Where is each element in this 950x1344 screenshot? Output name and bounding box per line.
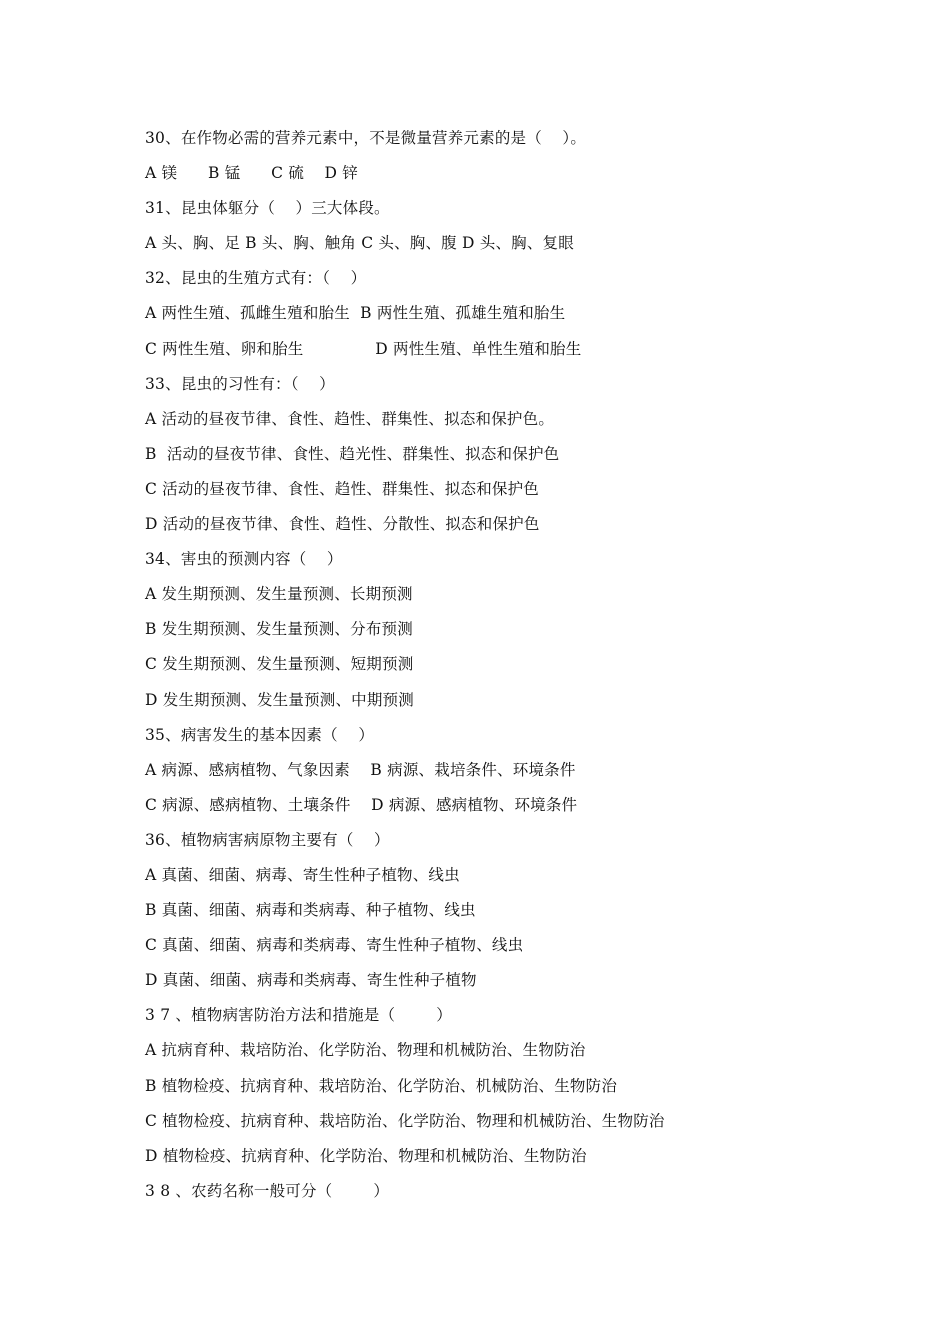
text-line: 35、病害发生的基本因素（ ） (145, 725, 375, 744)
text-line: C 活动的昼夜节律、食性、趋性、群集性、拟态和保护色 (145, 479, 539, 498)
text-line: C 真菌、细菌、病毒和类病毒、寄生性种子植物、线虫 (145, 936, 524, 955)
text-line: B 发生期预测、发生量预测、分布预测 (145, 620, 413, 639)
text-line: 31、昆虫体躯分（ ）三大体段。 (145, 199, 390, 218)
text-line: D 活动的昼夜节律、食性、趋性、分散性、拟态和保护色 (145, 515, 540, 534)
text-line: C 两性生殖、卵和胎生 D 两性生殖、单性生殖和胎生 (145, 339, 582, 358)
text-line: D 发生期预测、发生量预测、中期预测 (145, 690, 414, 709)
question-list (145, 124, 845, 1212)
text-line: C 发生期预测、发生量预测、短期预测 (145, 655, 414, 674)
text-line: 36、植物病害病原物主要有（ ） (145, 830, 390, 849)
text-line: D 植物检疫、抗病育种、化学防治、物理和机械防治、生物防治 (145, 1146, 587, 1165)
text-line: A 病源、感病植物、气象因素 B 病源、栽培条件、环境条件 (145, 760, 576, 779)
text-line: 33、昆虫的习性有：（ ） (145, 374, 335, 393)
text-line: 3 8 、农药名称一般可分（ ） (145, 1181, 390, 1200)
text-line: 30、在作物必需的营养元素中，不是微量营养元素的是（ ）。 (145, 129, 587, 147)
text-line: A 发生期预测、发生量预测、长期预测 (145, 585, 413, 604)
text-line: A 两性生殖、孤雌生殖和胎生 B 两性生殖、孤雄生殖和胎生 (145, 304, 566, 323)
text-line: D 真菌、细菌、病毒和类病毒、寄生性种子植物 (145, 971, 477, 990)
text-line: A 活动的昼夜节律、食性、趋性、群集性、拟态和保护色。 (145, 409, 555, 428)
text-line: B 活动的昼夜节律、食性、趋光性、群集性、拟态和保护色 (145, 444, 560, 463)
text-line: B 植物检疫、抗病育种、栽培防治、化学防治、机械防治、生物防治 (145, 1076, 618, 1095)
text-line: C 植物检疫、抗病育种、栽培防治、化学防治、物理和机械防治、生物防治 (145, 1111, 665, 1130)
text-line: A 抗病育种、栽培防治、化学防治、物理和机械防治、生物防治 (145, 1041, 586, 1060)
text-line: 32、昆虫的生殖方式有：（ ） (145, 269, 367, 288)
text-line: B 真菌、细菌、病毒和类病毒、种子植物、线虫 (145, 901, 476, 920)
text-line: A 真菌、细菌、病毒、寄生性种子植物、线虫 (145, 865, 460, 884)
text-line: 34、害虫的预测内容（ ） (145, 550, 343, 569)
text-line: C 病源、感病植物、土壤条件 D 病源、感病植物、环境条件 (145, 795, 578, 814)
text-line: 3 7 、植物病害防治方法和措施是（ ） (145, 1006, 452, 1025)
text-line: A 镁 B 锰 C 硫 D 锌 (145, 164, 359, 183)
text-line: A 头、胸、足 B 头、胸、触角 C 头、胸、腹 D 头、胸、复眼 (145, 234, 574, 253)
